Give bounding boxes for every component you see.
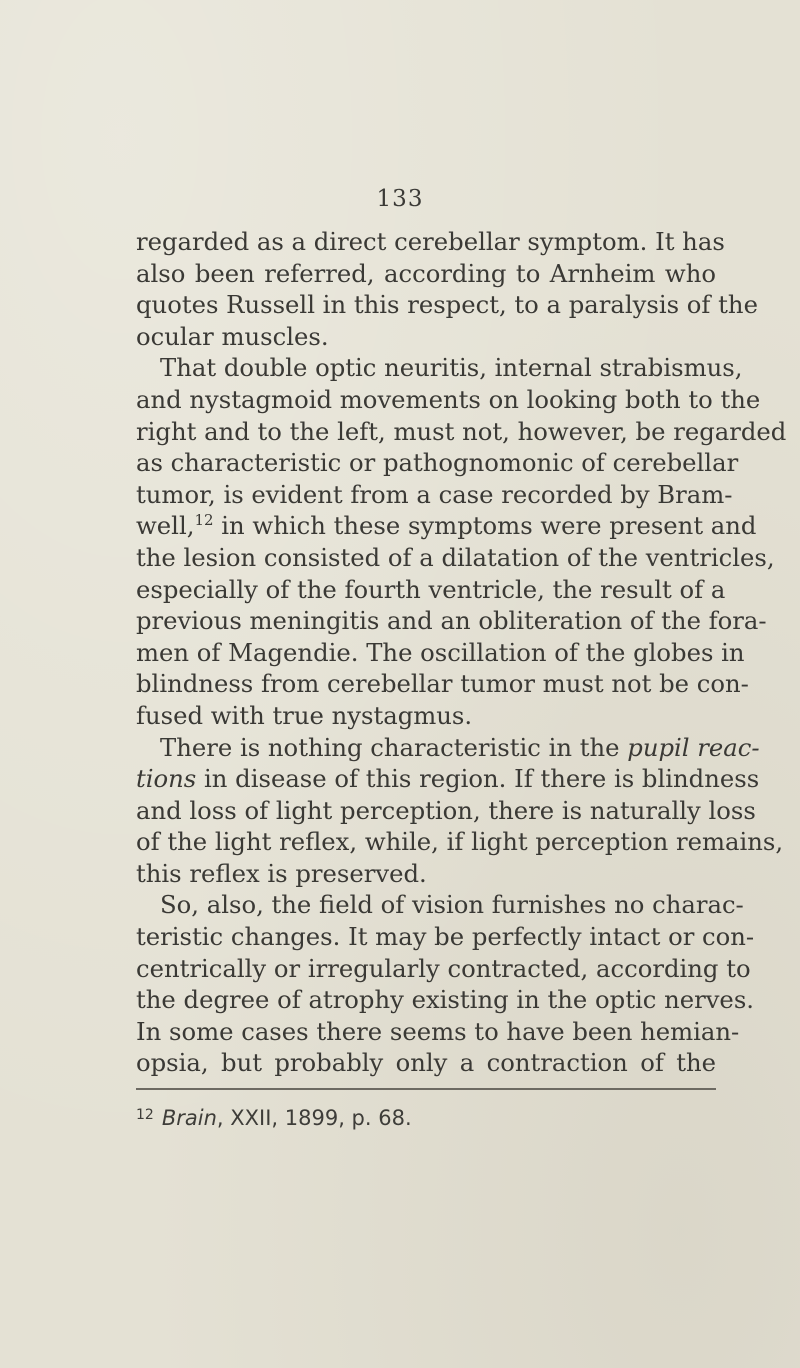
text-line: also been referred, according to Arnheim who [136,258,716,288]
text-line: regarded as a direct cerebellar symptom. It has [136,227,725,256]
text-line: centrically or irregularly contracted, according to [136,953,751,983]
text-line: and loss of light perception, there is naturally loss [136,795,756,825]
text-line: right and to the left, must not, however, be regarded [136,416,787,446]
text-line: So, also, the field of vision furnishes no charac- [160,890,744,920]
page-number: 133 [376,186,424,212]
text-line: as characteristic or pathognomonic of cerebellar [136,448,739,478]
text-line: teristic changes. It may be perfectly intact or con- [136,922,755,952]
text-line: the degree of atrophy existing in the optic nerves. [136,985,755,1015]
footnote-divider [136,1088,716,1090]
text-line: fused with true nystagmus. [136,700,473,730]
text-line: the lesion consisted of a dilatation of the ventricles, [136,542,775,572]
text-fragment: well, [136,511,195,541]
text-line-with-footnote-ref [136,510,757,542]
text-line: and nystagmoid movements on looking both to the [136,384,761,414]
text-fragment: in which these symptoms were present and [213,511,757,541]
text-fragment: There is nothing characteristic in the [160,732,628,762]
text-line [136,763,760,795]
text-fragment: in disease of this region. If there is blindness [196,764,760,794]
text-line: That double optic neuritis, internal strabismus, [160,353,743,383]
text-line: ocular muscles. [136,321,329,351]
footnote [136,1106,412,1130]
text-line: opsia, but probably only a contraction of the [136,1048,716,1078]
body-text [136,226,787,1079]
text-line: especially of the fourth ventricle, the result of a [136,574,726,604]
text-line: In some cases there seems to have been hemian- [136,1016,740,1046]
text-line: of the light reflex, while, if light perception remains, [136,827,784,857]
text-line: tumor, is evident from a case recorded by Bram- [136,479,733,509]
text-line: blindness from cerebellar tumor must not be con- [136,669,749,699]
text-line: previous meningitis and an obliteration of the fora- [136,606,767,636]
footnote-citation: , XXII, 1899, p. 68. [216,1106,412,1130]
footnote-reference: 12 [194,511,214,530]
footnote-journal: Brain [161,1106,217,1130]
italic-term: pupil reac- [627,732,760,762]
text-line: quotes Russell in this respect, to a paralysis of the [136,290,758,320]
text-line: this reflex is preserved. [136,858,427,888]
footnote-number: 12 [136,1107,154,1123]
italic-term: tions [136,764,197,794]
text-line: men of Magendie. The oscillation of the globes in [136,637,745,667]
text-line [136,732,760,764]
